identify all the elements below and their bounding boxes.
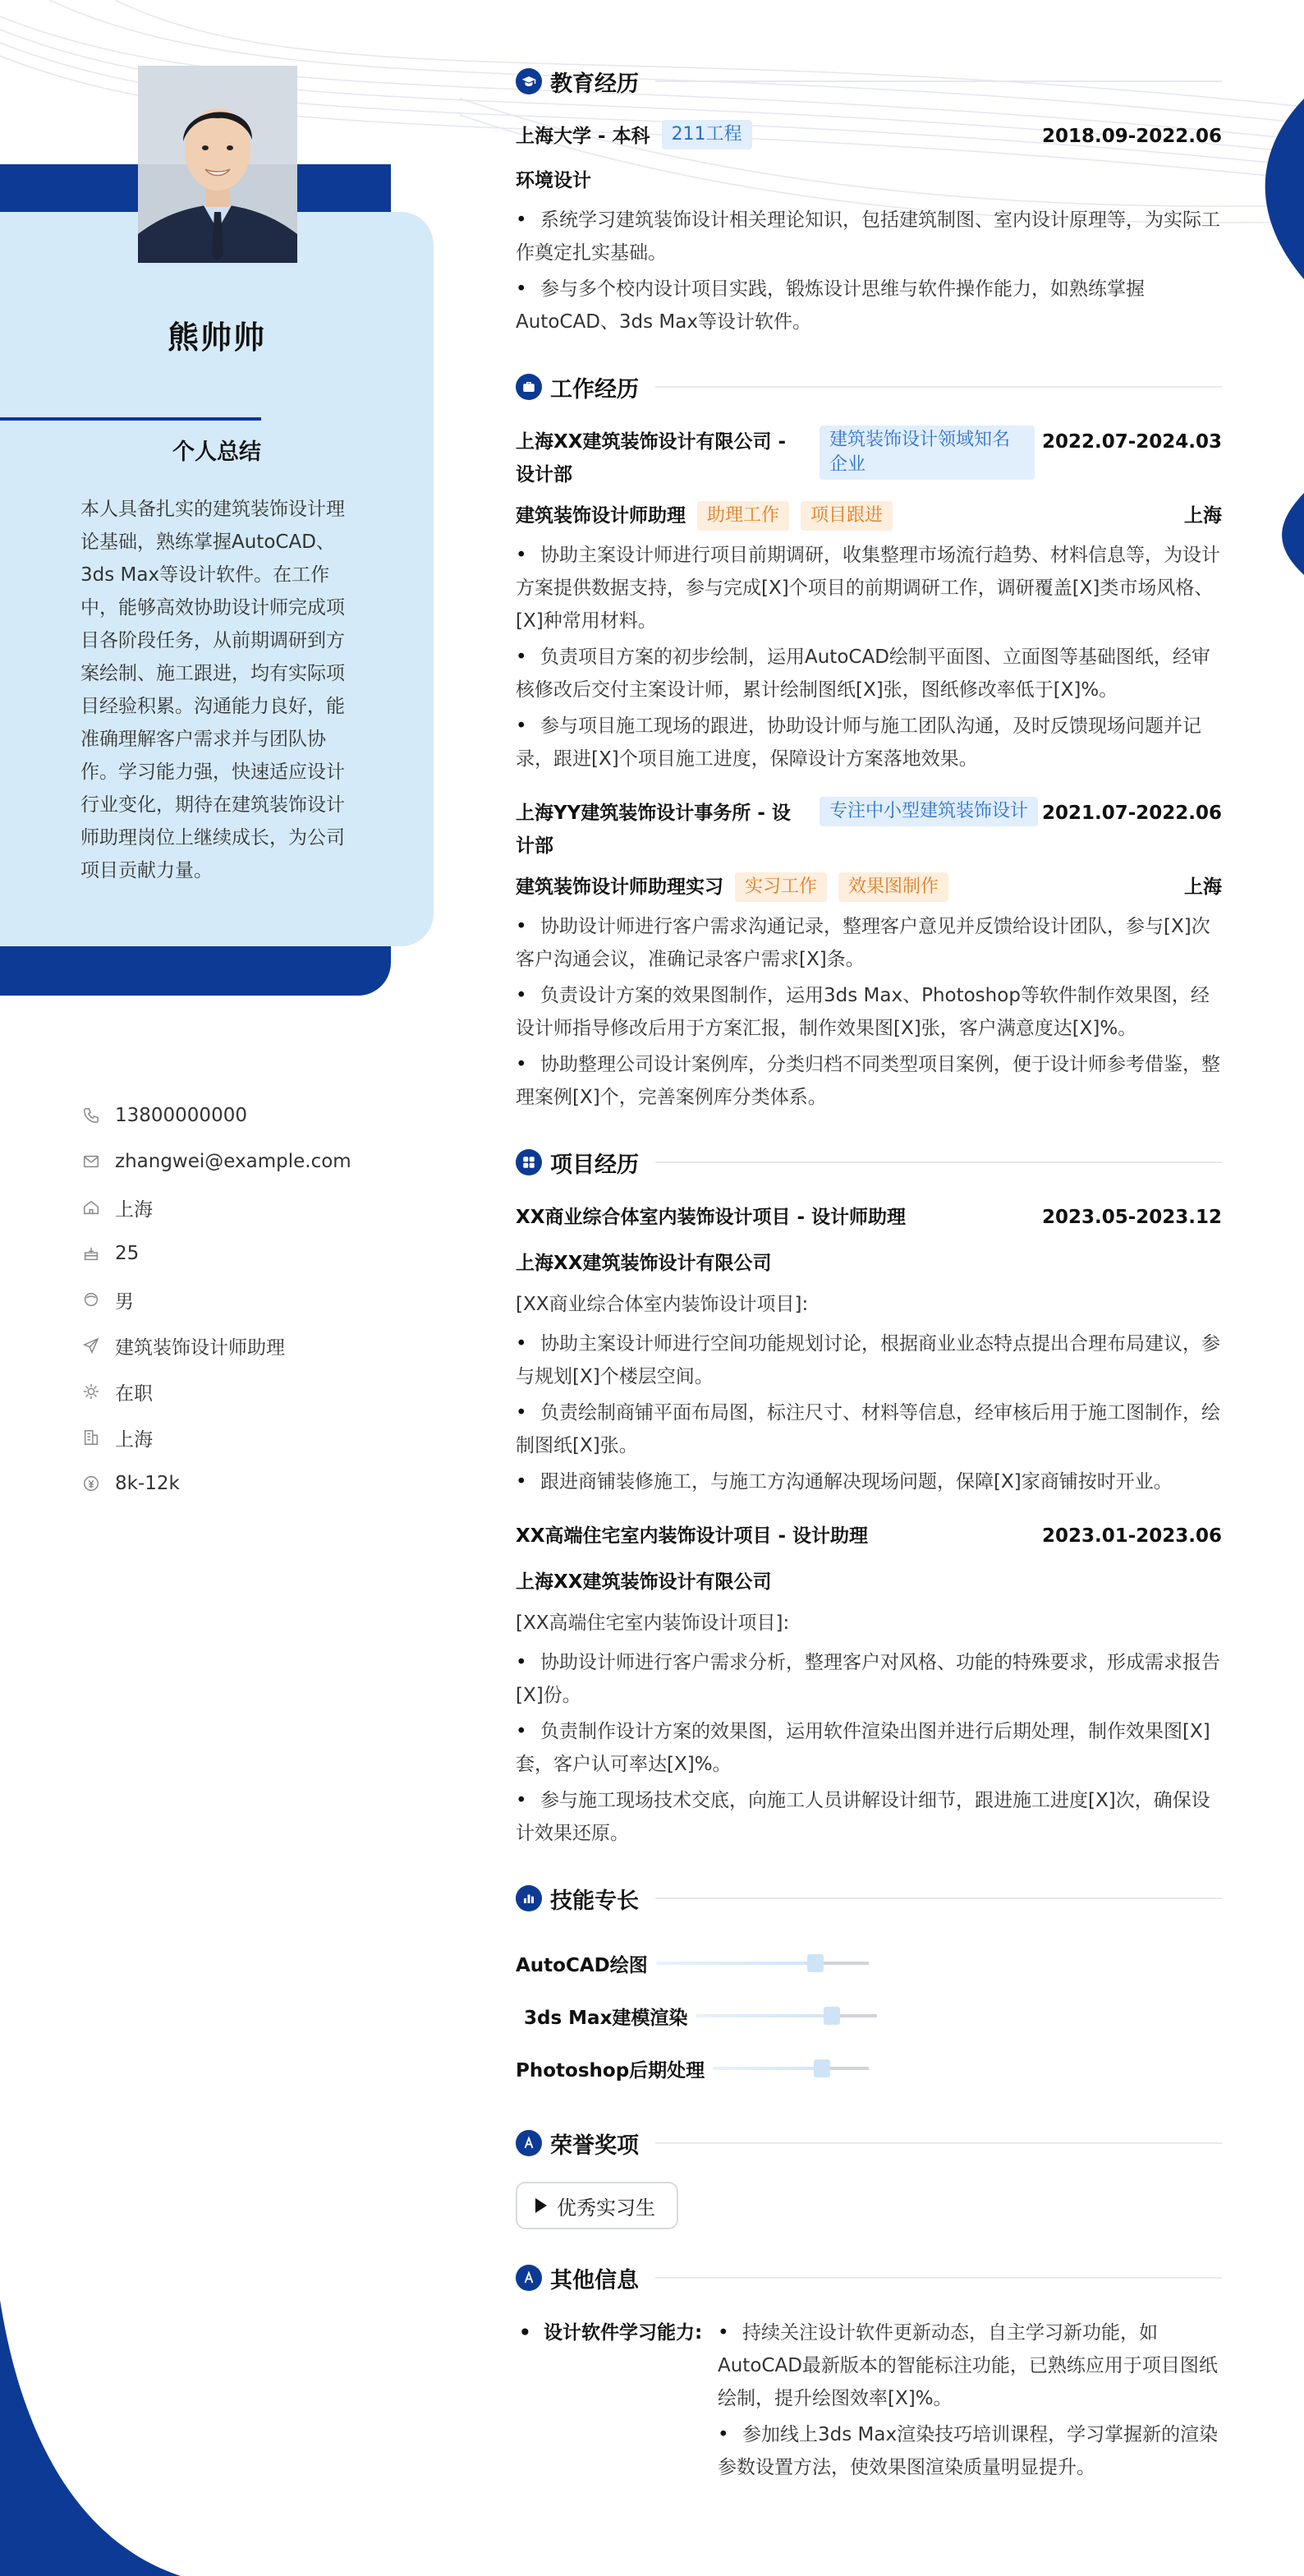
list-item: • 参与施工现场技术交底，向施工人员讲解设计细节，跟进施工进度[X]次，确保设计效果还原。 (516, 1784, 1222, 1850)
education-bullets (516, 204, 1222, 338)
section-header (516, 1143, 1222, 1181)
list-item: • 负责设计方案的效果图制作，运用3ds Max、Photoshop等软件制作效果图，经设计师指导修改后用于方案汇报，制作效果图[X]张，客户满意度达[X]%。 (516, 979, 1222, 1045)
job-role: 建筑装饰设计师助理 (516, 505, 686, 527)
list-item: • 参加线上3ds Max渲染技巧培训课程，学习掌握新的渲染参数设置方法，使效果图渲染质量明显提升。 (718, 2418, 1222, 2484)
info-gender (82, 1276, 351, 1322)
section-title: 荣誉奖项 (550, 2132, 639, 2159)
section-divider (655, 2142, 1222, 2144)
skill-level-marker (824, 2007, 840, 2025)
projects-section (516, 1143, 1222, 1850)
info-text: 25 (115, 1243, 140, 1264)
project-date: 2023.01-2023.06 (1041, 1525, 1222, 1547)
info-city (82, 1414, 351, 1460)
honors-section (516, 2124, 1222, 2229)
summary-title: 个人总结 (172, 439, 261, 465)
cake-icon (82, 1244, 100, 1263)
job-city: 上海 (1184, 876, 1222, 898)
info-location (82, 1184, 351, 1230)
section-title: 项目经历 (550, 1152, 639, 1178)
info-text: 上海 (115, 1428, 153, 1451)
job-tag: 效果图制作 (838, 872, 948, 902)
list-item: • 参与项目施工现场的跟进，协助设计师与施工团队沟通，及时反馈现场问题并记录，跟进[X]个项目施工进度，保障设计方案落地效果。 (516, 710, 1222, 775)
info-status (82, 1368, 351, 1414)
section-title: 技能专长 (550, 1888, 639, 1914)
skills-list (516, 1937, 1222, 2095)
skill-name: AutoCAD绘图 (516, 1954, 648, 1976)
section-divider (655, 1162, 1222, 1163)
job-tag: 助理工作 (697, 501, 789, 531)
project-intro: [XX高端住宅室内装饰设计项目]: (516, 1612, 790, 1634)
graduation-cap-icon (516, 68, 542, 94)
company-name: 上海YY建筑装饰设计事务所 - 设计部 (516, 803, 791, 857)
company-name: 上海XX建筑装饰设计有限公司 - 设计部 (516, 431, 787, 485)
school-name: 上海大学 - 本科 (516, 126, 650, 147)
project-name: XX商业综合体室内装饰设计项目 - 设计师助理 (516, 1207, 907, 1228)
list-item: • 协助设计师进行客户需求沟通记录，整理客户意见并反馈给设计团队，参与[X]次客户沟通会议，准确记录客户需求[X]条。 (516, 910, 1222, 976)
skill-bar (696, 2014, 877, 2017)
info-text: 8k-12k (115, 1473, 180, 1494)
building-icon (82, 1428, 100, 1447)
list-item: • 跟进商铺装修施工，与施工方沟通解决现场问题，保障[X]家商铺按时开业。 (516, 1465, 1222, 1498)
job-entry (516, 797, 1222, 1114)
info-age (82, 1230, 351, 1276)
info-text: 在职 (115, 1382, 153, 1405)
status-icon (82, 1382, 100, 1401)
info-position (82, 1322, 351, 1368)
summary-text: 本人具备扎实的建筑装饰设计理论基础，熟练掌握AutoCAD、3ds Max等设计软件。在工作中，能够高效协助设计师完成项目各阶段任务，从前期调研到方案绘制、施工跟进，均有实际项目经验积累。沟通能力良好，能准确理解客户需求并与团队协作。学习能力强，快速适应设计行业变化，期待在建筑装饰设计师助理岗位上继续成长，为公司项目贡献力量。 (80, 499, 345, 881)
section-header (516, 62, 1222, 100)
salary-icon (82, 1474, 100, 1493)
play-icon (535, 2198, 547, 2213)
info-text: 建筑装饰设计师助理 (115, 1336, 285, 1359)
info-text: 13800000000 (115, 1105, 247, 1126)
info-text: 上海 (115, 1198, 153, 1221)
company-tag: 专注中小型建筑装饰设计 (820, 797, 1038, 826)
contact-info-list (82, 1092, 351, 1506)
education-date: 2018.09-2022.06 (1041, 126, 1222, 147)
skill-item (516, 1937, 869, 1990)
skill-name: Photoshop后期处理 (516, 2059, 705, 2082)
job-bullets (516, 539, 1222, 775)
briefcase-icon (516, 374, 542, 400)
section-divider (655, 2277, 1222, 2279)
skill-level-marker (814, 2059, 830, 2077)
section-title: 教育经历 (550, 71, 639, 97)
job-entry (516, 426, 1222, 775)
education-section (516, 62, 1222, 338)
candidate-name: 熊帅帅 (167, 320, 266, 356)
home-icon (82, 1198, 100, 1217)
other-bullets (718, 2316, 1222, 2487)
education-entry (516, 120, 1222, 338)
skill-bar (713, 2067, 869, 2070)
project-bullets (516, 1646, 1222, 1850)
section-header (516, 368, 1222, 406)
skill-name: 3ds Max建模渲染 (524, 2007, 688, 2029)
company-tag: 建筑装饰设计领域知名企业 (820, 426, 1035, 480)
mail-icon (82, 1152, 100, 1171)
project-intro: [XX商业综合体室内装饰设计项目]: (516, 1294, 809, 1315)
major: 环境设计 (516, 170, 591, 191)
gender-icon (82, 1290, 100, 1309)
section-header (516, 2124, 1222, 2162)
project-company: 上海XX建筑装饰设计有限公司 (516, 1253, 772, 1274)
grid-icon (516, 1149, 542, 1175)
job-date: 2021.07-2022.06 (1041, 803, 1222, 824)
info-text: zhangwei@example.com (115, 1151, 351, 1172)
list-item: • 持续关注设计软件更新动态，自主学习新功能，如AutoCAD最新版本的智能标注功能，已熟练应用于项目图纸绘制，提升绘图效率[X]%。 (718, 2316, 1222, 2415)
section-header (516, 1879, 1222, 1917)
list-item: • 参与多个校内设计项目实践，锻炼设计思维与软件操作能力，如熟练掌握AutoCAD、3ds Max等设计软件。 (516, 273, 1222, 338)
skill-level-marker (807, 1954, 824, 1972)
section-header (516, 2259, 1222, 2297)
list-item: • 负责项目方案的初步绘制，运用AutoCAD绘制平面图、立面图等基础图纸，经审核修改后交付主案设计师，累计绘制图纸[X]张，图纸修改率低于[X]%。 (516, 641, 1222, 706)
info-salary (82, 1460, 351, 1506)
info-icon (516, 2265, 542, 2291)
summary-divider (0, 417, 261, 421)
project-entry (516, 1520, 1222, 1850)
info-phone (82, 1092, 351, 1138)
work-section (516, 368, 1222, 1114)
section-divider (655, 80, 1222, 82)
job-date: 2022.07-2024.03 (1041, 431, 1222, 453)
project-entry (516, 1201, 1222, 1498)
school-tag: 211工程 (662, 120, 752, 150)
skill-item (516, 2042, 869, 2095)
award-icon (516, 2130, 542, 2156)
list-item: • 协助主案设计师进行空间功能规划讨论，根据商业业态特点提出合理布局建议，参与规划[X]个楼层空间。 (516, 1327, 1222, 1393)
section-title: 工作经历 (550, 376, 639, 402)
section-divider (655, 386, 1222, 388)
list-item: • 协助设计师进行客户需求分析，整理客户对风格、功能的特殊要求，形成需求报告[X]份。 (516, 1646, 1222, 1712)
list-item: • 负责绘制商铺平面布局图，标注尺寸、材料等信息，经审核后用于施工图制作，绘制图纸[X]张。 (516, 1396, 1222, 1462)
avatar-photo (138, 66, 297, 263)
job-city: 上海 (1184, 505, 1222, 527)
skill-item (524, 1990, 877, 2042)
send-icon (82, 1336, 100, 1355)
section-divider (655, 1898, 1222, 1899)
project-name: XX高端住宅室内装饰设计项目 - 设计助理 (516, 1525, 869, 1547)
award-badge (516, 2182, 678, 2229)
list-item: • 负责制作设计方案的效果图，运用软件渲染出图并进行后期处理，制作效果图[X]套，客户认可率达[X]%。 (516, 1715, 1222, 1781)
list-item: • 协助主案设计师进行项目前期调研，收集整理市场流行趋势、材料信息等，为设计方案提供数据支持，参与完成[X]个项目的前期调研工作，调研覆盖[X]类市场风格、[X]种常用材料。 (516, 539, 1222, 637)
main-content (516, 62, 1222, 2517)
section-title: 其他信息 (550, 2267, 639, 2293)
job-tag: 实习工作 (735, 872, 827, 902)
job-role: 建筑装饰设计师助理实习 (516, 876, 723, 898)
project-bullets (516, 1327, 1222, 1498)
project-company: 上海XX建筑装饰设计有限公司 (516, 1571, 772, 1593)
phone-icon (82, 1106, 100, 1125)
info-email (82, 1138, 351, 1184)
bar-chart-icon (516, 1885, 542, 1911)
job-bullets (516, 910, 1222, 1114)
skills-section (516, 1879, 1222, 2095)
project-date: 2023.05-2023.12 (1041, 1207, 1222, 1228)
job-tag: 项目跟进 (801, 501, 893, 531)
award-text: 优秀实习生 (557, 2196, 655, 2220)
other-label: • 设计软件学习能力: (516, 2316, 718, 2487)
info-text: 男 (115, 1290, 134, 1313)
list-item: • 系统学习建筑装饰设计相关理论知识，包括建筑制图、室内设计原理等，为实际工作奠定扎实基础。 (516, 204, 1222, 269)
other-section (516, 2259, 1222, 2487)
other-entry (516, 2316, 1222, 2487)
list-item: • 协助整理公司设计案例库，分类归档不同类型项目案例，便于设计师参考借鉴，整理案例[X]个，完善案例库分类体系。 (516, 1048, 1222, 1114)
skill-bar (656, 1962, 869, 1965)
